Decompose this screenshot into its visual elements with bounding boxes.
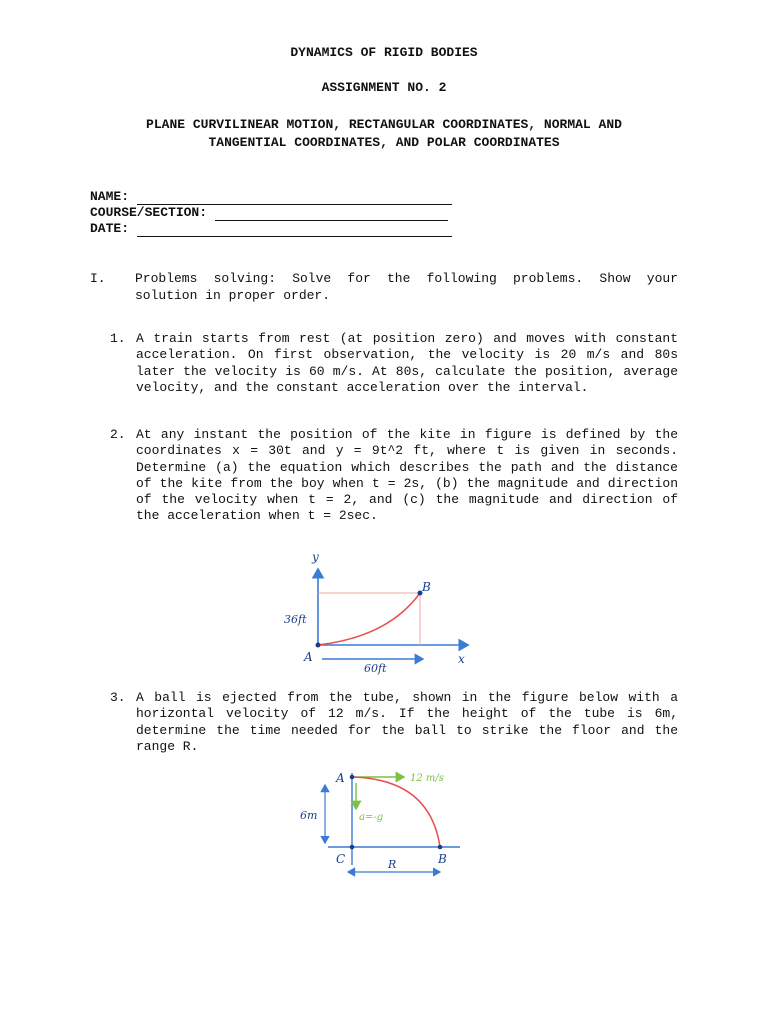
point-b-label: B: [438, 852, 447, 866]
topic-line-2: TANGENTIAL COORDINATES, AND POLAR COORDINATES: [208, 135, 560, 150]
topic-heading: [0, 116, 768, 152]
velocity-label: 12 m/s: [410, 773, 444, 784]
name-label: NAME:: [90, 189, 130, 204]
point-c-label: C: [336, 852, 346, 866]
section-instructions: [90, 270, 678, 304]
point-a-label: A: [336, 771, 345, 785]
student-info-fields: [90, 189, 452, 237]
problem-1-text: A train starts from rest (at position zero) and moves with constant acceleration. On first observation, the velocity is 20 m/s and 80s later the velocity is 60 m/s. At 80s, calculate the position, average velocity, and the constant acceleration over the interval.: [136, 331, 678, 395]
gravity-label: a=-g: [359, 812, 384, 823]
problem-2-number: 2.: [110, 427, 126, 442]
section-number: I.: [90, 271, 106, 286]
range-label: R: [388, 858, 397, 871]
point-b-dot: [438, 845, 443, 850]
height-label: 36ft: [284, 613, 307, 626]
x-axis-label: x: [458, 652, 465, 666]
point-b-label: B: [422, 580, 431, 594]
problem-3-text: A ball is ejected from the tube, shown in the figure below with a horizontal velocity of 12 m/s. If the height of the tube is 6m, determine the time needed for the ball to strike the floor and the range R.: [136, 690, 678, 754]
date-label: DATE:: [90, 221, 130, 236]
topic-line-1: PLANE CURVILINEAR MOTION, RECTANGULAR COORDINATES, NORMAL AND: [146, 117, 622, 132]
ball-trajectory-figure: [292, 765, 472, 885]
problem-2: [110, 427, 678, 525]
kite-path-figure: [278, 545, 478, 680]
date-blank-line[interactable]: [137, 224, 452, 237]
height-label: 6m: [300, 809, 318, 822]
problem-3-number: 3.: [110, 690, 126, 705]
y-axis-label: y: [312, 550, 319, 564]
course-section-label: COURSE/SECTION:: [90, 205, 208, 220]
problem-1: [110, 331, 678, 396]
point-c-dot: [350, 845, 355, 850]
kite-path-curve: [318, 593, 420, 645]
width-label: 60ft: [364, 662, 387, 675]
course-section-blank-line[interactable]: [215, 208, 448, 221]
point-a-dot: [350, 775, 355, 780]
problem-3: [110, 690, 678, 755]
course-title: DYNAMICS OF RIGID BODIES: [290, 45, 478, 60]
point-a-dot: [316, 643, 321, 648]
problem-1-number: 1.: [110, 331, 126, 346]
course-section-field[interactable]: [90, 205, 452, 221]
assignment-number: ASSIGNMENT NO. 2: [321, 80, 447, 95]
problem-2-text: At any instant the position of the kite in figure is defined by the coordinates x = 30t and y = 9t^2 ft, where t is given in seconds. Determine (a) the equation which describes the path and the distance of the kite from the boy when t = 2s, (b) the magnitude and direction of the velocity when t = 2, and (c) the magnitude and direction of the acceleration when t = 2sec.: [136, 427, 678, 524]
section-text: Problems solving: Solve for the following problems. Show your solution in proper order.: [135, 271, 678, 303]
name-blank-line[interactable]: [137, 192, 452, 205]
date-field[interactable]: [90, 221, 452, 237]
name-field[interactable]: [90, 189, 452, 205]
point-a-label: A: [304, 650, 313, 664]
